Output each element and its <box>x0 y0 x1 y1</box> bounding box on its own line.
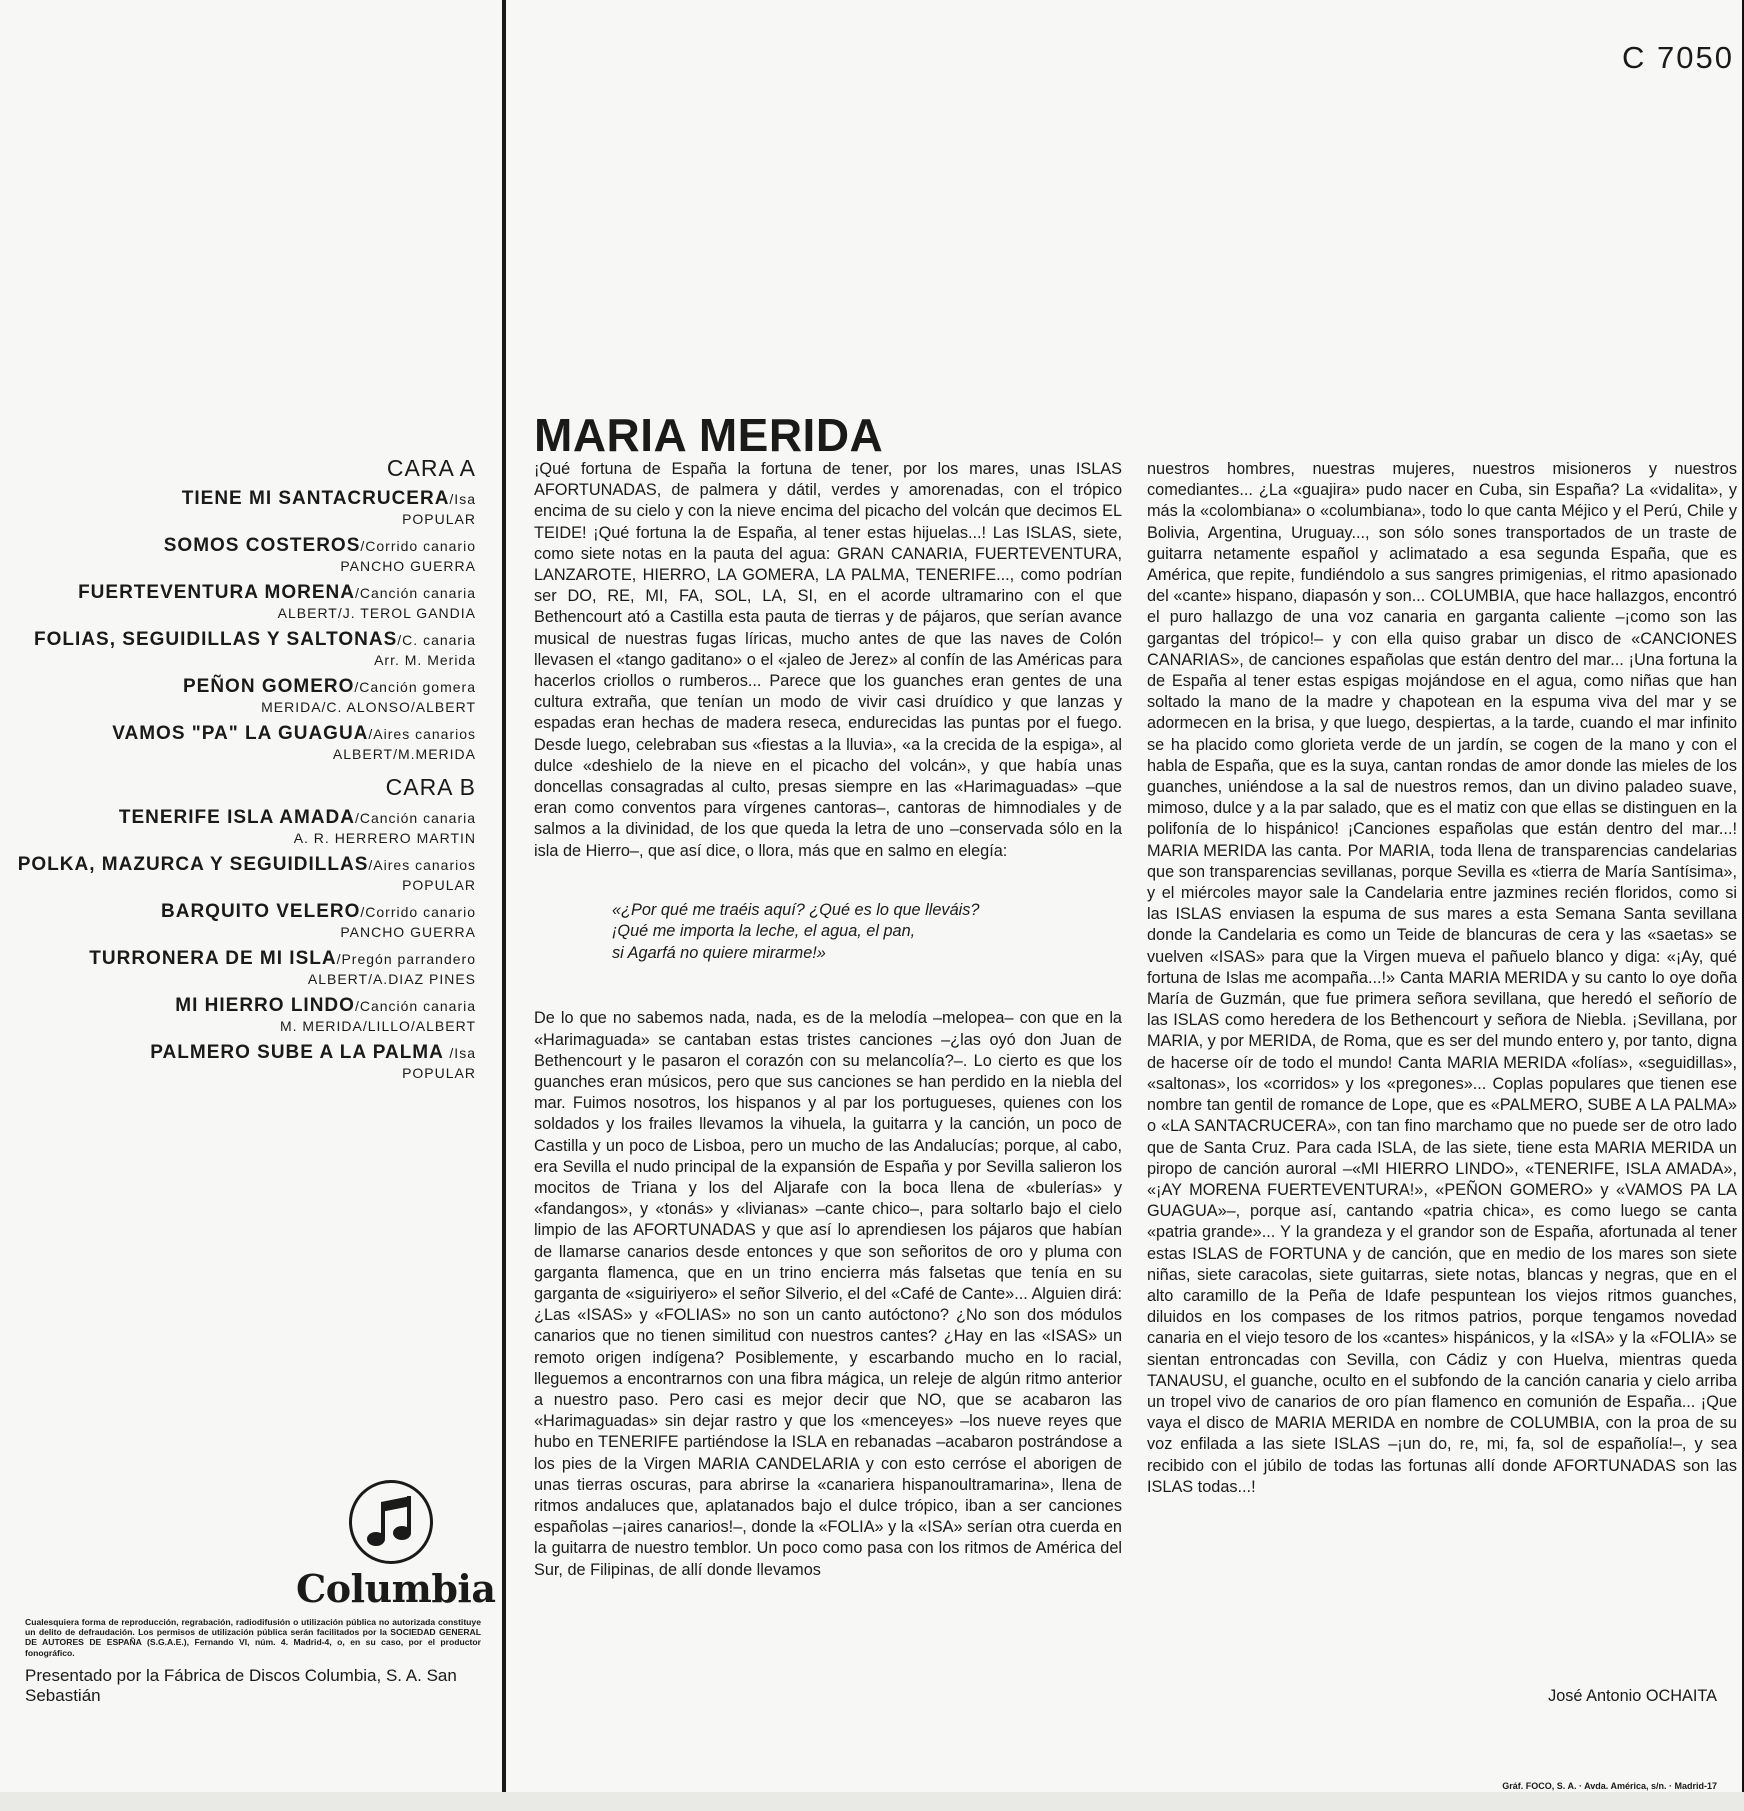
verse-line: ¡Qué me importa la leche, el agua, el pan, <box>612 922 916 941</box>
track-title: PEÑON GOMERO <box>182 676 355 697</box>
track-genre: /Corrido canario <box>360 904 476 920</box>
track-credit: ALBERT/A.DIAZ PINES <box>307 971 476 987</box>
track-credit: M. MERIDA/LILLO/ALBERT <box>279 1018 476 1034</box>
printer-credit: Gráf. FOCO, S. A. · Avda. América, s/n. · Madrid-17 <box>1502 1781 1717 1791</box>
track-item <box>0 1042 476 1083</box>
verse-line: si Agarfá no quiere mirarme!» <box>612 943 826 962</box>
track-title: TURRONERA DE MI ISLA <box>89 948 337 969</box>
track-title: SOMOS COSTEROS <box>163 535 361 556</box>
track-item <box>0 807 476 848</box>
page-title: MARIA MERIDA <box>534 409 884 461</box>
track-credit: POPULAR <box>402 877 476 893</box>
bottom-edge-strip <box>0 1792 1744 1811</box>
track-genre: /Canción canaria <box>354 585 476 601</box>
track-item <box>0 582 476 623</box>
track-title: POLKA, MAZURCA Y SEGUIDILLAS <box>17 854 369 875</box>
track-item <box>0 535 476 576</box>
track-genre: /Aires canarios <box>368 726 476 742</box>
side-a-heading: CARA A <box>386 455 476 481</box>
track-title: FUERTEVENTURA MORENA <box>78 582 355 603</box>
tracklist <box>0 455 476 1089</box>
track-genre: /Canción gomera <box>354 679 476 695</box>
track-credit: POPULAR <box>402 1065 476 1081</box>
track-item <box>0 488 476 529</box>
columbia-logo <box>296 1480 496 1611</box>
legal-notice: Cualesquiera forma de reproducción, regrabación, radiodifusión o utilización pública no autorizada constituye un delito de defraudación. Los permisos de utilización pública serán facilitados por la SOCIEDAD GENERAL DE AUTORES DE ESPAÑA (S.G.A.E.), Fernando VI, núm. 4. Madrid-4, o, en su caso, por el productor fonográfico. <box>25 1617 481 1658</box>
track-item <box>0 948 476 989</box>
track-genre: /Canción canaria <box>354 810 476 826</box>
track-item <box>0 723 476 764</box>
track-title: FOLIAS, SEGUIDILLAS Y SALTONAS <box>34 629 398 650</box>
music-note-icon <box>349 1480 433 1564</box>
track-genre: /Pregón parrandero <box>336 951 476 967</box>
track-item <box>0 629 476 670</box>
essay-paragraph-2: De lo que no sabemos nada, nada, es de la melodía –melopea– con que en la «Harimaguada» se cantaban estas tristes canciones –¿las oyó don Juan de Bethencourt y le pasaron el corazón con su melancolía?–. Lo cierto es que los guanches eran músicos, pero que sus canciones se han perdido en la niebla del mar. Fuimos nosotros, los hispanos y al par los portugueses, quienes con los soldados y los frailes llevamos la vihuela, la guitarra y la canción, un poco de Castilla y un poco de Lisboa, pero un mucho de las Andalucías; porque, al cabo, era Sevilla el nudo principal de la expansión de España y por Sevilla salieron los mocitos de Triana y los del Aljarafe con la boca llena de «bulerías» y «fandangos», y «tonás» y «livianas» –cante chico–, para soltarlo bajo el cielo limpio de las AFORTUNADAS y que así lo aprendiesen los pájaros que habían de llamarse canarios desde entonces y que son señoritos de oro y pluma con garganta flamenca, que en un trino encierra más falsetas que tenía en su garganta de «siguiriyero» el señor Silverio, el del «Café de Cante»... Alguien dirá: ¿Las «ISAS» y «FOLIAS» no son un canto autóctono? ¿No son dos módulos canarios que no tienen similitud con nuestros cantes? ¿Hay en las «ISAS» un remoto origen indígena? Posiblemente, y escarbando mucho en lo racial, lleguemos a encontrarnos con una fibra mágica, un releje de algún ritmo anterior a nuestro paso. Pero casi es mejor decir que NO, que se acabaron las «Harimaguadas» sin dejar rastro y que los «menceyes» –los nueve reyes que hubo en TENERIFE partiéndose la ISLA en rebanadas –acabaron postrándose a los pies de la Virgen MARIA CANDELARIA y con esto cerróse el aborigen de unas tierras oscuras, para abrirse la «canariera hispanoultramarina», llena de ritmos andaluces que, aplatanados bajo el dulce trópico, iban a ser canciones españolas –¡aires canarios!–, donde la «FOLIA» y la «ISA» serían otra cuerda en la guitarra de nuestro temblor. Un poco como pasa con los ritmos de América del Sur, de Filipinas, de allí donde llevamos <box>534 1009 1122 1579</box>
verse-line: «¿Por qué me traéis aquí? ¿Qué es lo que lleváis? <box>612 900 980 919</box>
track-genre: /Isa <box>449 491 476 507</box>
track-credit: ALBERT/J. TEROL GANDIA <box>277 605 476 621</box>
track-item <box>0 995 476 1036</box>
track-item <box>0 854 476 895</box>
track-title: VAMOS "PA" LA GUAGUA <box>112 723 369 744</box>
track-item <box>0 901 476 942</box>
track-item <box>0 676 476 717</box>
presented-by: Presentado por la Fábrica de Discos Columbia, S. A. San Sebastián <box>25 1666 457 1705</box>
track-title: PALMERO SUBE A LA PALMA <box>150 1042 450 1063</box>
essay-paragraph-1: ¡Qué fortuna de España la fortuna de tener, por los mares, unas ISLAS AFORTUNADAS, de palmera y dátil, verdes y amorenadas, con el trópico encima de su cielo y con la nieve encima del picacho del volcán que decimos EL TEIDE! ¡Qué fortuna la de España, al tener estas hijuelas...! Las ISLAS, siete, como siete notas en la pauta del agua: GRAN CANARIA, FUERTEVENTURA, LANZAROTE, HIERRO, LA GOMERA, LA PALMA, TENERIFE..., como podrían ser DO, RE, MI, FA, SOL, LA, SI, en el acorde ultramarino con el que Bethencourt ató a Castilla esta pauta de tierras y de pájaros, que serían avance musical de nuestras fugas líricas, mucho antes de que las naves de Colón llevasen el «tango gaditano» o el «jaleo de Jerez» al confín de las Américas para hacerlos criollos o rumberos... Parece que los guanches eran gentes de una cultura extraña, que tenían un modo de vivir casi druídico y que lanzas y espadas eran hechas de madera reseca, endurecidas las puntas por el fuego. Desde luego, celebraban sus «fiestas a la lluvia», «a la crecida de la espiga», al dulce «deshielo de la nieve en el picacho del volcán», y que había unas doncellas consagradas al culto, presas siempre en las «Harimaguadas» –que eran como conventos para vírgenes cantoras–, cantoras de himnodiales y de salmos a la divinidad, de los que queda la letra de uno –conservada sólo en la isla de Hierro–, que así dice, o llora, más que en salmo en elegía: <box>534 460 1122 860</box>
track-credit: POPULAR <box>402 511 476 527</box>
track-genre: /Aires canarios <box>368 857 476 873</box>
essay-paragraph-3: nuestros hombres, nuestras mujeres, nuestros misioneros y nuestros comediantes... ¿La «guajira» pudo nacer en Cuba, sin España? La «vidalita», y más la «colombiana» o «columbiana», todo lo que canta Méjico y el Perú, Chile y Bolivia, Argentina, Uruguay..., son sólo sones transportados de un traste de guitarra netamente español y aclimatado a esa segunda España, que es América, que repite, fundiéndolo a sus sangres primigenias, el ritmo apasionado del «cante» hispano, diapasón y son... COLUMBIA, que hace hallazgos, encontró el puro hallazgo de una voz canaria en garganta caliente –¡como son las gargantas del trópico!– y con ella quiso grabar un disco de «CANCIONES CANARIAS», de canciones españolas que están dentro del mar... ¡Una fortuna la de España al tener estas espigas mojándose en el agua, como niñas que han soltado la mano de la madre y chapotean en la espuma viva del mar y se adormecen en la brisa, y que luego, despiertas, a la tarde, cuando el mar infinito se ha placido como glorieta verde de un jardín, se cogen de la mano y con el habla de España, que es la suya, cantan rondas de amor donde las mieles de los guanches, uniéndose a la sal de nuestros remos, dan un divino paladeo suave, mimoso, dulce y a la par salado, que es el matiz con que ellas se distinguen en la polifonía de lo hispánico! ¡Canciones españolas que están dentro del mar...! MARIA MERIDA las canta. Por MARIA, toda llena de transparencias candelarias que son transparencias sevillanas, porque Sevilla es «tierra de María Santísima», y el miércoles mayor sale la Candelaria entre jazmines recién floridos, como si las ISLAS enviasen la espuma de sus mares a esta Semana Santa sevillana donde la Candelaria es como un Teide de blancuras de cera y las «saetas» se vuelven «ISAS» para que la Virgen mueva el pañuelo blanco y diga: «¡Ay, qué fortuna de Islas me acompaña...!» Canta MARIA MERIDA y su canto lo oye doña María de Guzmán, que fue primera señora sevillana, que heredó el señorío de las ISLAS como heredera de los Bethencourt y señora de Niebla. ¡Sevillana, por MARIA, y por MERIDA, de Roma, que es ser del mundo entero y, por tanto, digna de hacerse oír de todo el mundo! Canta MARIA MERIDA «folías», «seguidillas», «saltonas», los «corridos» y los «pregones»... Coplas populares que tienen ese nombre tan gentil de romance de Lope, que es «PALMERO, SUBE A LA PALMA» o «LA SANTACRUCERA», con tan fino marchamo que no puede ser de otro lado que de Santa Cruz. Para cada ISLA, de las siete, tiene esta MARIA MERIDA un piropo de canción auroral –«MI HIERRO LINDO», «TENERIFE, ISLA AMADA», «¡AY MORENA FUERTEVENTURA!», «PEÑON GOMERO» y «VAMOS PA LA GUAGUA»–, porque así, cantando «patria chica», es como luego se canta «patria grande»... Y la grandeza y el grandor son de España, afortunada al tener estas ISLAS de FORTUNA y de canción, que en medio de los mares son siete niñas, siete caracolas, siete guitarras, siete notas, blancas y negras, que en el alto caramillo de la Peña de Idafe pespuntean los viejos ritmos guanches, diluidos en los compases de los ritmos patrios, porque tengamos novedad canaria en el viejo tesoro de los «cantes» hispánicos, y la «ISA» y la «FOLIA» se sientan entroncadas con Sevilla, con Cádiz y con Huelva, mientras queda TANAUSU, el guanche, oculto en el subfondo de la canción canaria y cielo arriba un tropel vivo de canarios de oro pían flamenco en comunión de España... ¡Que vaya el disco de MARIA MERIDA en nombre de COLUMBIA, con la proa de su voz enfilada a las siete ISLAS –¡un do, re, mi, fa, sol de españolía!–, y sea recibido con el júbilo de todas las fortunas allí donde AFORTUNADAS son las ISLAS todas...! <box>1147 460 1737 1496</box>
track-credit: ALBERT/M.MERIDA <box>332 746 476 762</box>
track-credit: A. R. HERRERO MARTIN <box>293 830 476 846</box>
track-genre: /Canción canaria <box>354 998 476 1014</box>
track-genre: /Isa <box>449 1045 476 1061</box>
verse-block <box>612 900 1122 965</box>
logo-wordmark: Columbia <box>296 1566 496 1611</box>
essay-column-2 <box>1147 459 1737 1498</box>
track-credit: MERIDA/C. ALONSO/ALBERT <box>261 699 476 715</box>
author-signature: José Antonio OCHAITA <box>1548 1687 1717 1705</box>
essay-column-1 <box>534 459 1122 1581</box>
track-genre: /Corrido canario <box>360 538 476 554</box>
track-title: BARQUITO VELERO <box>161 901 361 922</box>
center-divider-line <box>502 0 506 1792</box>
track-credit: PANCHO GUERRA <box>340 558 476 574</box>
track-credit: Arr. M. Merida <box>374 652 476 668</box>
track-title: MI HIERRO LINDO <box>175 995 355 1016</box>
track-genre: /C. canaria <box>397 632 476 648</box>
track-credit: PANCHO GUERRA <box>340 924 476 940</box>
track-title: TENERIFE ISLA AMADA <box>118 807 355 828</box>
catalog-number: C 7050 <box>1622 40 1734 75</box>
side-b-heading: CARA B <box>385 774 476 800</box>
track-title: TIENE MI SANTACRUCERA <box>181 488 450 509</box>
